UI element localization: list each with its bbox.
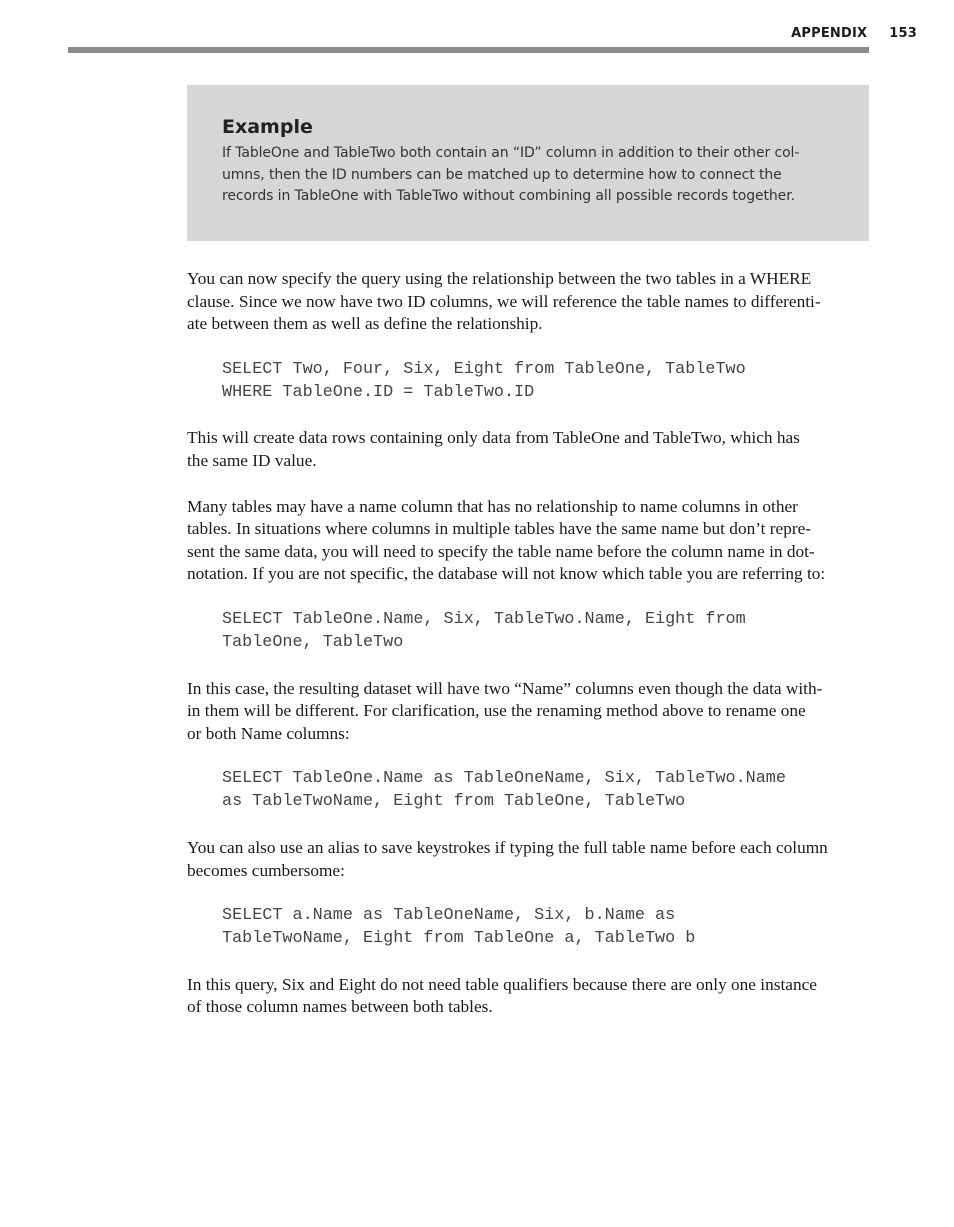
text-line: becomes cumbersome: [187,860,345,880]
text-line: This will create data rows containing only data from TableOne and TableTwo, which has [187,428,800,448]
code-block [187,359,869,405]
code-line: TableOne, TableTwo [222,632,404,652]
text-line: notation. If you are not specific, the database will not know which table you are referring to: [187,564,826,584]
code-line: SELECT Two, Four, Six, Eight from TableOne, TableTwo [222,359,746,379]
example-line: If TableOne and TableTwo both contain an “ID” column in addition to their other col- [222,145,800,161]
paragraph [187,678,869,746]
code-block [187,609,869,655]
example-text [222,143,835,208]
code-line: SELECT TableOne.Name, Six, TableTwo.Name, Eight from [222,609,746,629]
text-line: In this case, the resulting dataset will have two “Name” columns even though the data with- [187,678,823,698]
example-title: Example [222,116,313,138]
example-line: umns, then the ID numbers can be matched up to determine how to connect the [222,166,782,183]
text-line: You can now specify the query using the relationship between the two tables in a WHERE [187,269,812,288]
paragraph [187,837,869,882]
code-line: as TableTwoName, Eight from TableOne, TableTwo [222,792,686,812]
text-line: sent the same data, you will need to specify the table name before the column name in dot- [187,541,815,561]
paragraph [187,496,869,586]
paragraph [187,974,869,1019]
text-line: of those column names between both tables. [187,997,493,1017]
body-text [187,268,869,1019]
code-line: SELECT a.Name as TableOneName, Six, b.Name as [222,906,676,926]
code-line: TableTwoName, Eight from TableOne a, TableTwo b [222,928,696,948]
text-line: in them will be different. For clarification, use the renaming method above to rename one [187,701,806,721]
text-line: ate between them as well as define the relationship. [187,314,543,334]
text-line: tables. In situations where columns in multiple tables have the same name but don’t repre- [187,519,812,539]
page-number: 153 [889,26,917,41]
code-line: SELECT TableOne.Name as TableOneName, Six, TableTwo.Name [222,769,786,789]
text-line: In this query, Six and Eight do not need table qualifiers because there are only one instance [187,974,817,994]
paragraph [187,268,869,336]
text-line: or both Name columns: [187,723,350,743]
header-rule [68,47,869,53]
example-sidebar [187,85,869,241]
text-line: Many tables may have a name column that has no relationship to name columns in other [187,496,798,516]
running-header [791,26,917,41]
paragraph [187,427,869,472]
text-line: clause. Since we now have two ID columns, we will reference the table names to differenti- [187,291,821,311]
code-block [187,905,869,951]
text-line: the same ID value. [187,450,317,470]
text-line: You can also use an alias to save keystrokes if typing the full table name before each column [187,837,828,857]
section-label: APPENDIX [791,26,868,41]
code-block [187,768,869,814]
code-line: WHERE TableOne.ID = TableTwo.ID [222,382,535,402]
example-line: records in TableOne with TableTwo without combining all possible records together. [222,188,795,204]
